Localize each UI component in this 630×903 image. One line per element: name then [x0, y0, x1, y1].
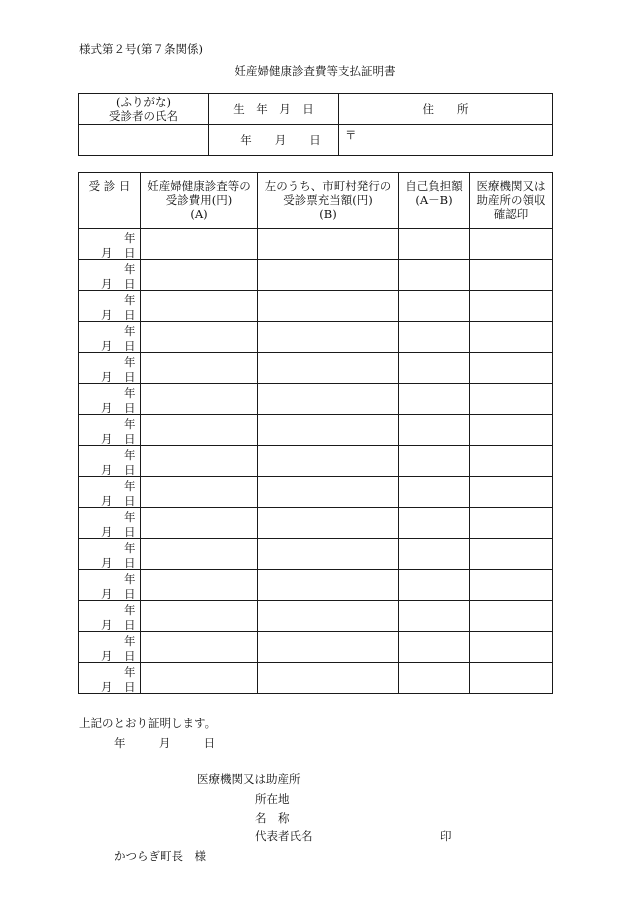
- table-row: [79, 446, 553, 477]
- self-pay-cell[interactable]: [399, 446, 470, 477]
- table-row: [79, 229, 553, 260]
- self-pay-cell[interactable]: [399, 322, 470, 353]
- recipient-name-field[interactable]: [79, 125, 209, 156]
- self-pay-cell[interactable]: [399, 291, 470, 322]
- address-header: 住 所: [339, 94, 553, 125]
- exam-cost-cell[interactable]: [141, 570, 258, 601]
- self-pay-cell[interactable]: [399, 508, 470, 539]
- self-pay-cell[interactable]: [399, 415, 470, 446]
- receipt-seal-cell[interactable]: [470, 415, 553, 446]
- exam-cost-cell[interactable]: [141, 353, 258, 384]
- day-label: 日: [124, 401, 136, 415]
- birthdate-field[interactable]: [209, 125, 339, 156]
- exam-cost-cell[interactable]: [141, 415, 258, 446]
- year-label: 年: [124, 510, 136, 524]
- day-label: 日: [124, 556, 136, 570]
- table-row: [79, 260, 553, 291]
- month-label: 月: [101, 494, 113, 508]
- day-label: 日: [124, 277, 136, 291]
- receipt-seal-cell[interactable]: [470, 384, 553, 415]
- day-label: 日: [124, 494, 136, 508]
- exam-date-cell[interactable]: [79, 415, 141, 446]
- month-label: 月: [101, 277, 113, 291]
- month-label: 月: [101, 649, 113, 663]
- year-label: 年: [124, 417, 136, 431]
- month-label: 月: [101, 525, 113, 539]
- recipient-info-table: [78, 93, 553, 156]
- year-label: 年: [124, 355, 136, 369]
- day-label: 日: [124, 370, 136, 384]
- month-label: 月: [101, 308, 113, 322]
- day-label: 日: [124, 463, 136, 477]
- receipt-seal-cell[interactable]: [470, 539, 553, 570]
- month-label: 月: [101, 339, 113, 353]
- receipt-seal-cell[interactable]: [470, 353, 553, 384]
- month-label: 月: [101, 587, 113, 601]
- self-pay-cell[interactable]: [399, 260, 470, 291]
- exam-date-cell[interactable]: [79, 229, 141, 260]
- exam-date-cell[interactable]: [79, 322, 141, 353]
- self-pay-cell[interactable]: [399, 539, 470, 570]
- table-row: [79, 353, 553, 384]
- exam-cost-cell[interactable]: [141, 477, 258, 508]
- representative-name-label: 代表者氏名: [255, 829, 313, 843]
- voucher-amount-cell[interactable]: [258, 415, 399, 446]
- document-title: 妊産婦健康診査費等支払証明書: [234, 64, 396, 78]
- year-label: 年: [124, 293, 136, 307]
- table-row: [79, 632, 553, 663]
- certification-date: [114, 735, 215, 751]
- header-exam-cost: 妊産婦健康診査等の 受診費用(円) (A): [141, 173, 258, 229]
- month-label: 月: [101, 246, 113, 260]
- month-label: 月: [101, 556, 113, 570]
- exam-date-cell[interactable]: [79, 353, 141, 384]
- exam-date-cell[interactable]: [79, 477, 141, 508]
- institution-name-label: 名 称: [255, 811, 290, 825]
- header-voucher-amount: 左のうち、市町村発行の 受診票充当額(円) (B): [258, 173, 399, 229]
- year-label: 年: [124, 262, 136, 276]
- voucher-amount-cell[interactable]: [258, 508, 399, 539]
- day-label: 日: [124, 246, 136, 260]
- month-label: 月: [101, 432, 113, 446]
- exam-date-cell[interactable]: [79, 539, 141, 570]
- self-pay-cell[interactable]: [399, 353, 470, 384]
- table-row: [79, 508, 553, 539]
- voucher-amount-cell[interactable]: [258, 570, 399, 601]
- exam-cost-cell[interactable]: [141, 384, 258, 415]
- year-label: 年: [124, 231, 136, 245]
- table-row: [79, 601, 553, 632]
- receipt-seal-cell[interactable]: [470, 570, 553, 601]
- exam-date-cell[interactable]: [79, 384, 141, 415]
- receipt-seal-cell[interactable]: [470, 477, 553, 508]
- receipt-seal-cell[interactable]: [470, 291, 553, 322]
- exam-date-cell[interactable]: [79, 446, 141, 477]
- exam-cost-cell[interactable]: [141, 539, 258, 570]
- year-label: 年: [124, 479, 136, 493]
- voucher-amount-cell[interactable]: [258, 446, 399, 477]
- day-label: 日: [124, 587, 136, 601]
- header-exam-date: 受 診 日: [79, 173, 141, 229]
- table-row: [79, 415, 553, 446]
- exam-date-cell[interactable]: [79, 632, 141, 663]
- birthdate-header: 生 年 月 日: [209, 94, 339, 125]
- year-label: 年: [124, 572, 136, 586]
- self-pay-cell[interactable]: [399, 384, 470, 415]
- self-pay-cell[interactable]: [399, 601, 470, 632]
- payment-records-table: [78, 172, 553, 694]
- year-label: 年: [124, 541, 136, 555]
- day-label: 日: [124, 432, 136, 446]
- year-label: 年: [124, 634, 136, 648]
- receipt-seal-cell[interactable]: [470, 601, 553, 632]
- table-row: [79, 539, 553, 570]
- certification-statement: 上記のとおり証明します。: [79, 716, 217, 730]
- month-label: 月: [101, 401, 113, 415]
- year-label: 年: [124, 665, 136, 679]
- year-label: 年: [124, 603, 136, 617]
- month-label: 月: [101, 370, 113, 384]
- header-receipt-seal: 医療機関又は 助産所の領収 確認印: [470, 173, 553, 229]
- table-row: [79, 291, 553, 322]
- postal-mark: 〒: [345, 128, 357, 142]
- institution-label: 医療機関又は助産所: [197, 772, 301, 786]
- voucher-amount-cell[interactable]: [258, 291, 399, 322]
- self-pay-cell[interactable]: [399, 229, 470, 260]
- institution-address-label: 所在地: [255, 792, 290, 806]
- exam-date-cell[interactable]: [79, 291, 141, 322]
- day-label: 日: [124, 308, 136, 322]
- day-label: 日: [124, 649, 136, 663]
- receipt-seal-cell[interactable]: [470, 663, 553, 694]
- receipt-seal-cell[interactable]: [470, 446, 553, 477]
- voucher-amount-cell[interactable]: [258, 322, 399, 353]
- day-label: 日: [124, 680, 136, 694]
- furigana-label: (ふりがな): [116, 95, 171, 109]
- address-field[interactable]: [339, 125, 553, 156]
- receipt-seal-cell[interactable]: [470, 229, 553, 260]
- exam-cost-cell[interactable]: [141, 229, 258, 260]
- voucher-amount-cell[interactable]: [258, 384, 399, 415]
- receipt-seal-cell[interactable]: [470, 322, 553, 353]
- exam-date-cell[interactable]: [79, 601, 141, 632]
- day-label: 日: [124, 525, 136, 539]
- month-label: 月: [101, 463, 113, 477]
- voucher-amount-cell[interactable]: [258, 663, 399, 694]
- table-row: [79, 384, 553, 415]
- exam-date-cell[interactable]: [79, 508, 141, 539]
- self-pay-cell[interactable]: [399, 570, 470, 601]
- addressee: かつらぎ町長 様: [114, 849, 206, 863]
- birthdate-placeholder: 年 月 日: [240, 133, 321, 147]
- recipient-name-label: 受診者の氏名: [109, 109, 178, 123]
- year-label: 年: [124, 324, 136, 338]
- year-label: 年: [124, 448, 136, 462]
- day-label: 日: [124, 618, 136, 632]
- exam-date-cell[interactable]: [79, 663, 141, 694]
- voucher-amount-cell[interactable]: [258, 353, 399, 384]
- recipient-name-header: [79, 94, 209, 125]
- year-label: 年: [124, 386, 136, 400]
- self-pay-cell[interactable]: [399, 632, 470, 663]
- exam-cost-cell[interactable]: [141, 291, 258, 322]
- exam-cost-cell[interactable]: [141, 446, 258, 477]
- voucher-amount-cell[interactable]: [258, 632, 399, 663]
- day-label: 日: [124, 339, 136, 353]
- exam-date-cell[interactable]: [79, 570, 141, 601]
- voucher-amount-cell[interactable]: [258, 601, 399, 632]
- exam-cost-cell[interactable]: [141, 508, 258, 539]
- month-label: 月: [101, 618, 113, 632]
- date-year: 年: [114, 736, 126, 750]
- header-self-pay: 自己負担額 (A－B): [399, 173, 470, 229]
- receipt-seal-cell[interactable]: [470, 632, 553, 663]
- voucher-amount-cell[interactable]: [258, 260, 399, 291]
- seal-mark: 印: [440, 829, 452, 843]
- exam-cost-cell[interactable]: [141, 260, 258, 291]
- exam-cost-cell[interactable]: [141, 663, 258, 694]
- date-month: 月: [158, 736, 171, 750]
- exam-cost-cell[interactable]: [141, 632, 258, 663]
- self-pay-cell[interactable]: [399, 477, 470, 508]
- self-pay-cell[interactable]: [399, 663, 470, 694]
- table-row: [79, 477, 553, 508]
- date-day: 日: [203, 736, 216, 750]
- exam-cost-cell[interactable]: [141, 322, 258, 353]
- month-label: 月: [101, 680, 113, 694]
- form-number: 様式第２号(第７条関係): [79, 42, 203, 56]
- voucher-amount-cell[interactable]: [258, 539, 399, 570]
- table-row: [79, 663, 553, 694]
- exam-date-cell[interactable]: [79, 260, 141, 291]
- voucher-amount-cell[interactable]: [258, 229, 399, 260]
- table-row: [79, 322, 553, 353]
- exam-cost-cell[interactable]: [141, 601, 258, 632]
- receipt-seal-cell[interactable]: [470, 260, 553, 291]
- voucher-amount-cell[interactable]: [258, 477, 399, 508]
- table-row: [79, 570, 553, 601]
- receipt-seal-cell[interactable]: [470, 508, 553, 539]
